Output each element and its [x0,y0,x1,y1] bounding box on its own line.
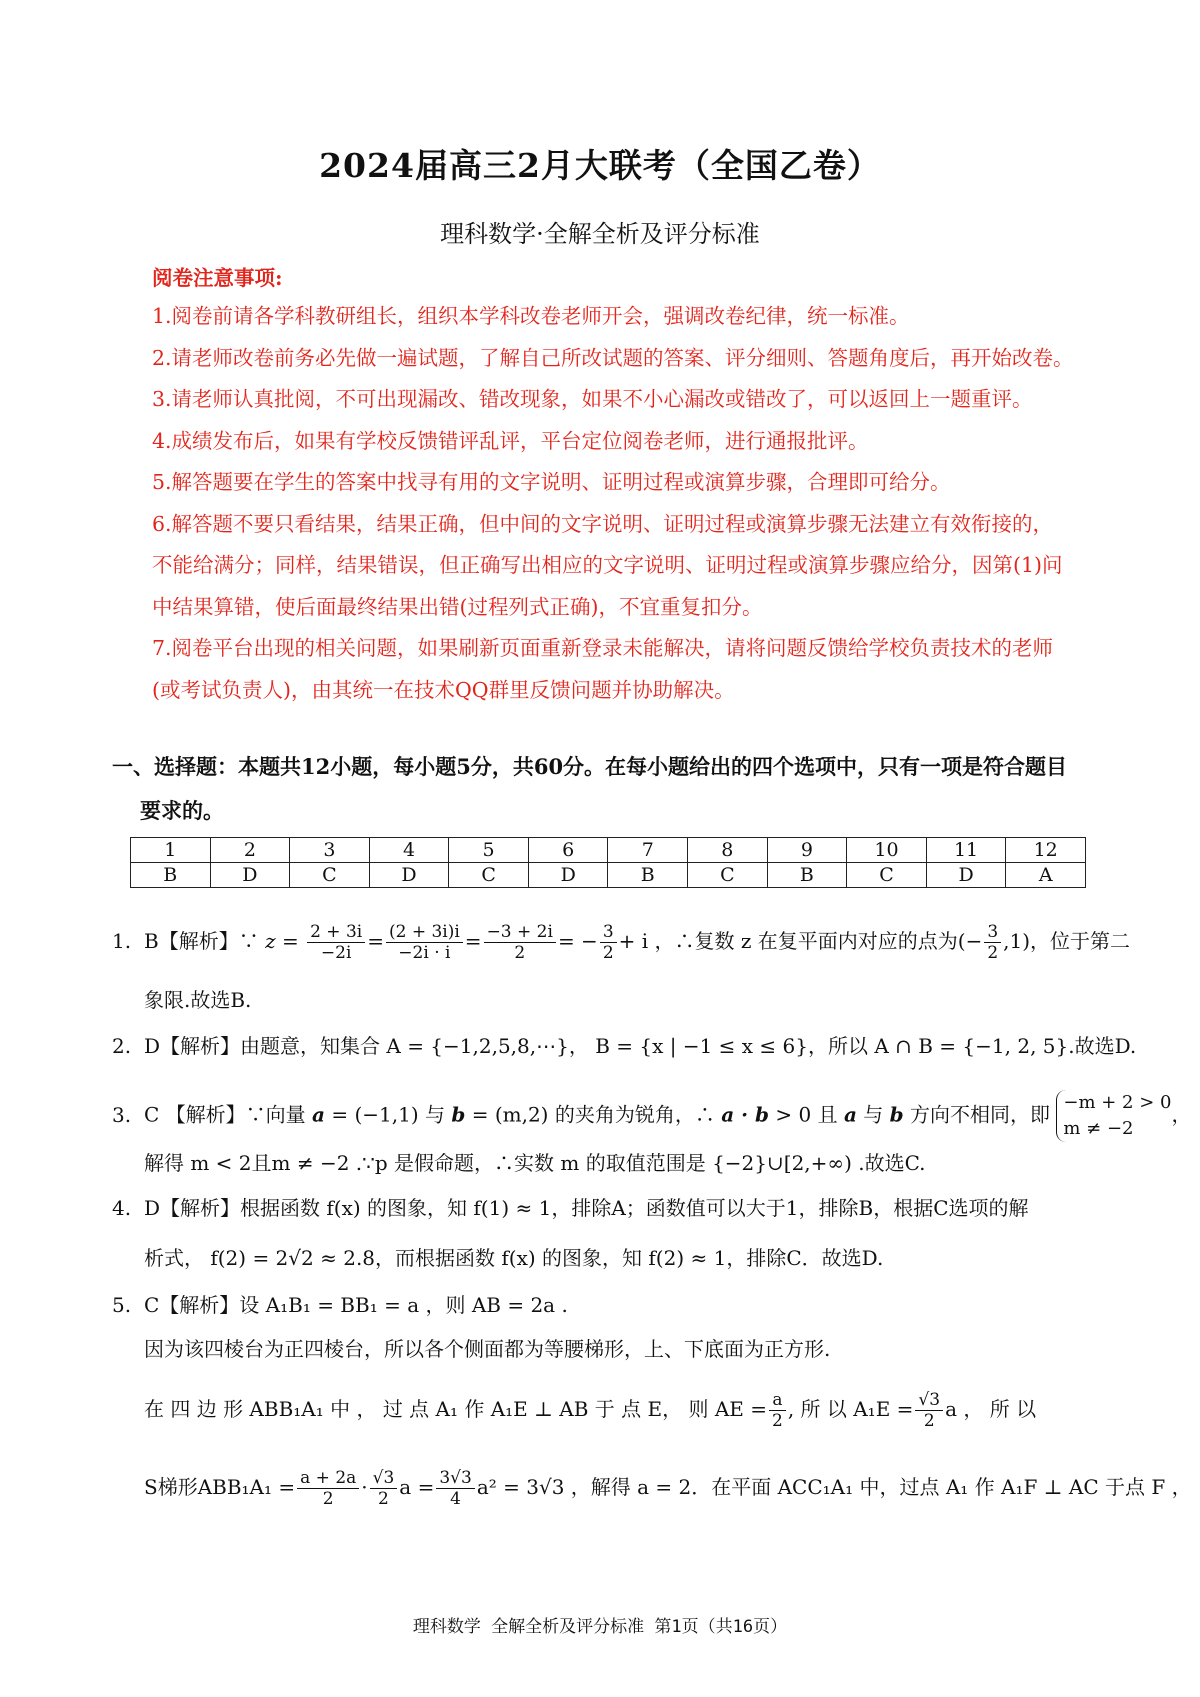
question-number-cell: 10 [847,838,927,863]
page-subtitle: 理科数学·全解全析及评分标准 [440,220,760,248]
solution-text: > 0 且 [775,1102,838,1127]
notice-line: 5.解答题要在学生的答案中找寻有用的文字说明、证明过程或演算步骤，合理即可给分。 [152,470,951,494]
solution-text: ,1)，位于第二 [1003,929,1131,953]
solution-number: 3. [112,1102,132,1127]
vector-symbol: a [843,1102,857,1127]
math-fraction [436,1468,474,1509]
notice-line: 6.解答题不要只看结果，结果正确，但中间的文字说明、证明过程或演算步骤无法建立有效衔接的， [152,511,1054,536]
answer-cell: C [449,863,529,888]
solution-text: 在 四 边 形 ABB₁A₁ 中 ， 过 点 A₁ 作 A₁E ⊥ AB 于 点 E， 则 AE = [144,1397,767,1421]
answer-cell: D [210,863,290,888]
solution-text: = (−1,1) 与 [331,1102,446,1127]
solution-text: a = [399,1475,435,1499]
fraction-denominator: 4 [450,1489,461,1509]
notice-line: 中结果算错，使后面最终结果出错(过程列式正确)，不宜重复扣分。 [152,594,763,619]
notice-line: (或考试负责人)，由其统一在技术QQ群里反馈问题并协助解决。 [152,677,735,702]
page-footer: 理科数学 全解全析及评分标准 第1页（共16页） [412,1617,788,1637]
question-number-cell: 8 [688,838,768,863]
solution-number: 1. [112,929,132,953]
notice-line: 1.阅卷前请各学科教研组长，组织本学科改卷老师开会，强调改卷纪律，统一标准。 [152,304,910,328]
fraction-denominator: −2i [320,943,352,963]
question-number-cell: 9 [767,838,847,863]
math-fraction [600,922,617,963]
solution-text: 方向不相同，即 [910,1102,1050,1127]
fraction-denominator: 2 [322,1489,334,1509]
answer-cell: B [608,863,688,888]
fraction-numerator: 3 [984,922,1001,943]
fraction-denominator: 2 [987,943,999,963]
solution-text: + i ，∴复数 z 在复平面内对应的点为(− [618,929,983,953]
solution-q3-line2: 解得 m < 2且m ≠ −2 .∵p 是假命题，∴实数 m 的取值范围是 {−2}∪[2,+∞) .故选C. [144,1151,926,1175]
solution-number: 4. [112,1196,132,1220]
fraction-denominator: 2 [771,1411,783,1431]
vector-symbol: b [889,1102,904,1127]
solution-text: · [361,1475,368,1499]
solution-q5-line1 [112,1290,568,1320]
math-fraction [370,1468,398,1509]
question-number-cell: 3 [290,838,370,863]
fraction-denominator: −2i · i [398,943,451,963]
solution-q5-line2: 因为该四棱台为正四棱台，所以各个侧面都为等腰梯形，上、下底面为正方形. [144,1337,831,1361]
solution-number: 2. [112,1034,132,1058]
question-number-cell: 2 [210,838,290,863]
question-number-cell: 5 [449,838,529,863]
notice-heading: 阅卷注意事项: [152,266,283,290]
answer-cell: D [528,863,608,888]
solution-text: B【解析】∵ [144,929,259,953]
solution-text: = (m,2) 的夹角为锐角，∴ [471,1102,715,1127]
vector-symbol: b [451,1102,466,1127]
fraction-denominator: 2 [378,1489,389,1509]
answer-cell: C [847,863,927,888]
section-heading-line: 要求的。 [140,798,224,823]
math-fraction [307,922,365,963]
solution-q5-line3 [144,1390,1036,1431]
fraction-denominator: 2 [602,943,614,963]
fraction-numerator: a + 2a [297,1468,359,1489]
fraction-numerator: a [769,1390,786,1411]
solution-q1-line2: 象限.故选B. [144,988,252,1012]
question-number-cell: 12 [1006,838,1086,863]
answer-table [130,837,1086,888]
solution-text: D【解析】根据函数 f(x) 的图象，知 f(1) ≈ 1，排除A；函数值可以大于1，排除B，根据C选项的解 [144,1196,1029,1220]
equation-system [1056,1090,1171,1142]
answer-cell: C [688,863,768,888]
fraction-numerator: √3 [370,1468,398,1489]
math-fraction [297,1468,359,1509]
math-fraction [984,922,1001,963]
answer-cell: C [290,863,370,888]
grading-notice [152,260,1092,711]
fraction-denominator: 2 [514,943,526,963]
solution-text: D【解析】由题意，知集合 A = {−1,2,5,8,⋯}， B = {x | −1 ≤ x ≤ 6}，所以 A ∩ B = {−1, 2, 5}.故选D. [144,1034,1137,1058]
math-text: z = [265,929,299,953]
solution-q1-line1: 1. B【解析】∵ z = $\frac{2 + 3i}{-2i}$ = $\frac{(2 + 3i)i}{-2i \cdot i}$ = $\frac{-3 + 2i}{2}$ = − $\frac{3}{2}$ + i ，∴复数 z 在复平面内对应的点为(− $\frac{3}{2}$ ,1)，位于第二 [112,922,1131,963]
math-fraction [484,922,556,963]
answer-cell: A [1006,863,1086,888]
section-heading-line: 一、选择题：本题共12小题，每小题5分，共60分。在每小题给出的四个选项中，只有一项是符合题目 [112,754,1068,779]
fraction-numerator: −3 + 2i [484,922,556,943]
solution-text: S梯形ABB₁A₁ = [144,1475,296,1499]
section-heading-choice [112,745,1102,833]
solution-q4-line2: 析式， f(2) = 2√2 ≈ 2.8，而根据函数 f(x) 的图象，知 f(2) ≈ 1，排除C．故选D. [144,1246,884,1270]
question-number-cell: 11 [926,838,1006,863]
solution-q4-line1 [112,1193,1029,1223]
solution-q2 [112,1031,1136,1061]
answer-cell: B [767,863,847,888]
solution-text: C 【解析】∵向量 [144,1102,306,1127]
solution-q3-line1 [112,1090,1191,1142]
vector-symbol: a [312,1102,325,1127]
solution-number: 5. [112,1293,132,1317]
fraction-numerator: 3√3 [436,1468,474,1489]
question-number-cell: 7 [608,838,688,863]
notice-line: 不能给满分；同样，结果错误，但正确写出相应的文字说明、证明过程或演算步骤应给分，因第(1)问 [152,553,1063,577]
system-equation: m ≠ −2 [1063,1118,1134,1139]
notice-line: 4.成绩发布后，如果有学校反馈错评乱评，平台定位阅卷老师，进行通报批评。 [152,428,869,453]
notice-line: 7.阅卷平台出现的相关问题，如果刷新页面重新登录未能解决，请将问题反馈给学校负责技术的老师 [152,636,1054,660]
fraction-denominator: 2 [923,1411,935,1431]
fraction-numerator: 3 [600,922,617,943]
question-number-cell: 4 [369,838,449,863]
answer-cell: D [926,863,1006,888]
solution-text: a² = 3√3 ，解得 a = 2．在平面 ACC₁A₁ 中，过点 A₁ 作 A₁F ⊥ AC 于点 F ， [476,1475,1192,1499]
page-title: 2024届高三2月大联考（全国乙卷） [319,146,881,185]
system-equation: −m + 2 > 0 [1063,1092,1172,1113]
question-number-cell: 1 [131,838,211,863]
solution-text: a ， 所 以 [945,1397,1037,1421]
math-fraction [915,1390,943,1431]
fraction-numerator: (2 + 3i)i [386,922,463,943]
notice-line: 3.请老师认真批阅，不可出现漏改、错改现象，如果不小心漏改或错改了，可以返回上一题重评。 [152,387,1033,411]
solution-q5-line4 [144,1468,1192,1509]
math-fraction [386,922,463,963]
solution-text: ， [1171,1102,1192,1127]
solution-text: 与 [863,1102,884,1127]
answer-table-answer-row [131,863,1086,888]
question-number-cell: 6 [528,838,608,863]
math-fraction [769,1390,786,1431]
solution-text: , 所 以 A₁E = [787,1397,914,1421]
fraction-numerator: 2 + 3i [307,922,365,943]
answer-cell: D [369,863,449,888]
fraction-numerator: √3 [915,1390,943,1411]
notice-line: 2.请老师改卷前务必先做一遍试题，了解自己所改试题的答案、评分细则、答题角度后，再开始改卷。 [152,345,1074,370]
answer-table-number-row [131,838,1086,863]
vector-symbol: a · b [721,1102,770,1127]
answer-cell: B [131,863,211,888]
solution-text: C【解析】设 A₁B₁ = BB₁ = a ，则 AB = 2a . [144,1293,568,1317]
